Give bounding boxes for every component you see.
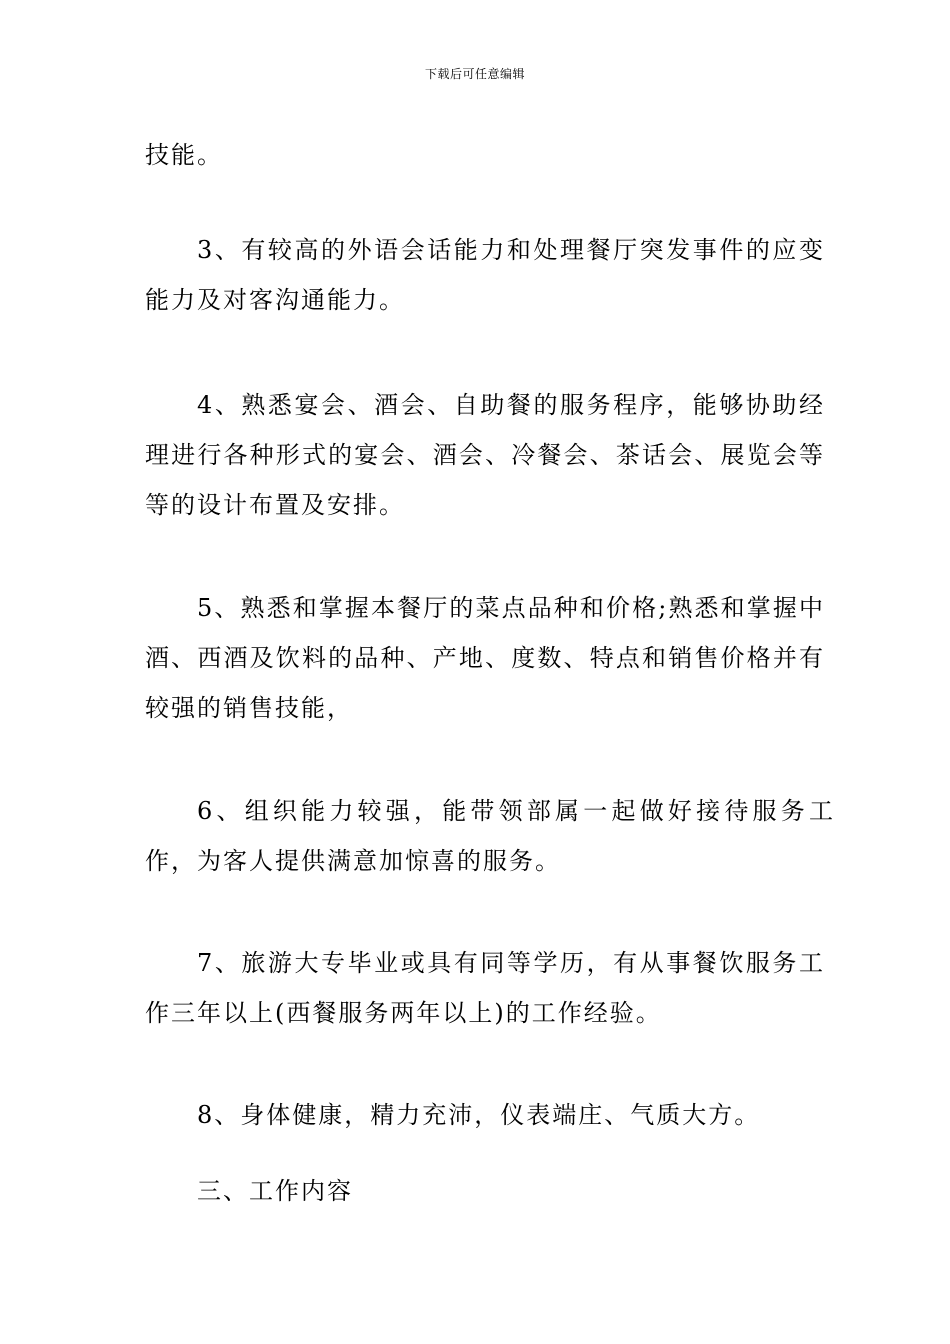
paragraph-item-5: 5、熟悉和掌握本餐厅的菜点品种和价格;熟悉和掌握中酒、西酒及饮料的品种、产地、度数、特点和销售价格并有较强的销售技能，	[145, 594, 825, 722]
paragraph-item-4: 4、熟悉宴会、酒会、自助餐的服务程序，能够协助经理进行各种形式的宴会、酒会、冷餐会、茶话会、展览会等等的设计布置及安排。	[145, 391, 825, 519]
section-heading: 三、工作内容	[197, 1177, 353, 1205]
paragraph-item-6: 6、组织能力较强，能带领部属一起做好接待服务工作，为客人提供满意加惊喜的服务。	[145, 797, 835, 875]
page-header: 下载后可任意编辑	[424, 67, 525, 81]
paragraph-item-7: 7、旅游大专毕业或具有同等学历，有从事餐饮服务工作三年以上(西餐服务两年以上)的工作经验。	[145, 949, 825, 1027]
paragraph-item-8: 8、身体健康，精力充沛，仪表端庄、气质大方。	[197, 1101, 761, 1129]
paragraph-item-3: 3、有较高的外语会话能力和处理餐厅突发事件的应变能力及对客沟通能力。	[145, 236, 825, 314]
paragraph-continued: 技能。	[145, 141, 223, 169]
